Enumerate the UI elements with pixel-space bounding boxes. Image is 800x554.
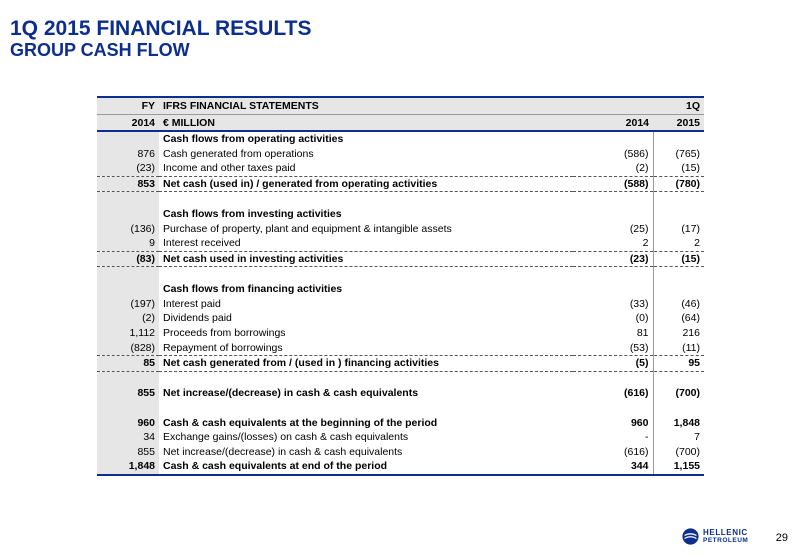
line-item-label: Cash & cash equivalents at end of the period [159, 459, 573, 475]
table-row [97, 355, 704, 371]
table-row [97, 267, 704, 282]
q1-2015-value [653, 371, 704, 386]
table-row [97, 176, 704, 192]
q1-2014-value: (616) [623, 445, 649, 458]
fy-2014-value: (136) [97, 222, 159, 237]
table-subheader-row [97, 115, 704, 132]
q1-2015-value: 95 [653, 355, 704, 371]
fy-2014-value: (2) [97, 311, 159, 326]
line-item-label: Interest paid [163, 297, 221, 310]
q1-2014-value [573, 401, 653, 416]
table-row [97, 131, 704, 147]
line-item-label: Purchase of property, plant and equipment & intangible assets [163, 222, 452, 235]
q1-2015-value [653, 401, 704, 416]
fy-2014-value: 85 [97, 355, 159, 371]
q1-2014-value: 81 [636, 327, 649, 340]
q1-2015-value: (11) [653, 340, 704, 355]
q1-2015-value: (15) [653, 251, 704, 267]
q1-2015-value: (17) [653, 222, 704, 237]
fy-2014-value: 855 [97, 386, 159, 401]
fy-2014-value: (828) [97, 340, 159, 355]
fy-2014-value [97, 282, 159, 297]
header-units: € MILLION [159, 115, 573, 132]
line-item-label [159, 371, 573, 386]
table-row [97, 340, 704, 355]
line-item-label: Cash generated from operations [163, 147, 314, 160]
fy-2014-value [97, 192, 159, 207]
line-item-label: Net cash generated from / (used in ) financing activities [159, 355, 573, 371]
header-quarter: 1Q [653, 97, 704, 115]
line-item-label: Interest received [163, 237, 241, 250]
fy-2014-value: 1,848 [97, 459, 159, 475]
line-item-label: Net cash (used in) / generated from operating activities [159, 176, 573, 192]
page-number: 29 [775, 532, 788, 544]
table-header-row [97, 97, 704, 115]
q1-2015-value [653, 282, 704, 297]
q1-2014-value [573, 267, 653, 282]
q1-2014-value: (53) [629, 341, 649, 354]
q1-2015-value: (700) [653, 444, 704, 459]
line-item-label: Cash flows from operating activities [163, 133, 344, 146]
header-year-2015: 2015 [653, 115, 704, 132]
table-row [97, 282, 704, 297]
fy-2014-value: 960 [97, 415, 159, 430]
line-item-label: Dividends paid [163, 312, 232, 325]
table-row [97, 415, 704, 430]
q1-2014-value: (23) [573, 251, 653, 267]
q1-2014-value [573, 371, 653, 386]
table-row [97, 297, 704, 312]
q1-2014-value: (0) [635, 312, 649, 325]
table-row [97, 192, 704, 207]
cash-flow-table [97, 96, 704, 476]
fy-2014-value [97, 267, 159, 282]
q1-2014-value: (5) [573, 355, 653, 371]
table-row [97, 236, 704, 251]
q1-2014-value: (586) [623, 147, 649, 160]
q1-2014-value: (588) [573, 176, 653, 192]
q1-2015-value: 2 [653, 236, 704, 251]
line-item-label: Repayment of borrowings [163, 341, 283, 354]
fy-2014-value [97, 401, 159, 416]
q1-2014-value: - [645, 431, 649, 444]
line-item-label: Income and other taxes paid [163, 162, 296, 175]
q1-2014-value [573, 131, 653, 147]
q1-2014-value: (616) [623, 387, 649, 400]
q1-2015-value [653, 131, 704, 147]
q1-2014-value [573, 207, 653, 222]
fy-2014-value [97, 207, 159, 222]
fy-2014-value: (23) [97, 161, 159, 176]
fy-2014-value: 876 [97, 147, 159, 162]
table-row [97, 251, 704, 267]
q1-2015-value [653, 192, 704, 207]
q1-2015-value: 1,848 [653, 415, 704, 430]
q1-2015-value: 7 [653, 430, 704, 445]
q1-2014-value: 344 [573, 459, 653, 475]
line-item-label [159, 401, 573, 416]
table-row [97, 207, 704, 222]
q1-2014-value: 2 [642, 237, 649, 250]
table-row [97, 222, 704, 237]
fy-2014-value: (83) [97, 251, 159, 267]
line-item-label: Net increase/(decrease) in cash & cash equivalents [163, 445, 403, 458]
q1-2014-value [573, 282, 653, 297]
q1-2015-value: (64) [653, 311, 704, 326]
line-item-label: Net increase/(decrease) in cash & cash equivalents [163, 387, 419, 400]
q1-2014-value: (2) [635, 162, 649, 175]
line-item-label: Cash flows from financing activities [163, 283, 343, 296]
fy-2014-value: 9 [97, 236, 159, 251]
q1-2015-value: 1,155 [653, 459, 704, 475]
fy-2014-value: 855 [97, 444, 159, 459]
table-row [97, 386, 704, 401]
table-row [97, 430, 704, 445]
q1-2014-value: (33) [629, 297, 649, 310]
line-item-label [159, 267, 573, 282]
table-row [97, 147, 704, 162]
header-fy-year: 2014 [97, 115, 159, 132]
q1-2014-value: 960 [630, 416, 649, 429]
header-year-2014: 2014 [573, 115, 653, 132]
fy-2014-value: 34 [97, 430, 159, 445]
header-blank [573, 97, 653, 115]
line-item-label: Cash & cash equivalents at the beginning of the period [163, 416, 438, 429]
line-item-label: Cash flows from investing activities [163, 208, 342, 221]
page-subtitle: GROUP CASH FLOW [10, 40, 190, 60]
line-item-label [159, 192, 573, 207]
fy-2014-value: 853 [97, 176, 159, 192]
logo-text-petroleum: PETROLEUM [703, 537, 749, 544]
q1-2015-value: (700) [653, 386, 704, 401]
fy-2014-value [97, 131, 159, 147]
line-item-label: Exchange gains/(losses) on cash & cash equivalents [163, 431, 409, 444]
q1-2015-value: 216 [653, 326, 704, 341]
line-item-label: Net cash used in investing activities [159, 251, 573, 267]
table-row [97, 371, 704, 386]
fy-2014-value: (197) [97, 297, 159, 312]
line-item-label: Proceeds from borrowings [163, 327, 286, 340]
q1-2015-value: (46) [653, 297, 704, 312]
table-row [97, 459, 704, 475]
table-row [97, 401, 704, 416]
company-logo [682, 527, 762, 547]
table-row [97, 326, 704, 341]
header-statement-title: IFRS FINANCIAL STATEMENTS [159, 97, 573, 115]
q1-2014-value [573, 192, 653, 207]
q1-2015-value: (765) [653, 147, 704, 162]
q1-2015-value: (15) [653, 161, 704, 176]
hellenic-petroleum-logo-icon [682, 528, 699, 545]
q1-2015-value [653, 267, 704, 282]
logo-text-hellenic: HELLENIC [703, 528, 748, 537]
page-title: 1Q 2015 FINANCIAL RESULTS [10, 17, 312, 40]
table-row [97, 311, 704, 326]
header-fy: FY [97, 97, 159, 115]
q1-2015-value: (780) [653, 176, 704, 192]
q1-2015-value [653, 207, 704, 222]
table-row [97, 161, 704, 176]
q1-2014-value: (25) [629, 222, 649, 235]
fy-2014-value: 1,112 [97, 326, 159, 341]
table-row [97, 444, 704, 459]
fy-2014-value [97, 371, 159, 386]
